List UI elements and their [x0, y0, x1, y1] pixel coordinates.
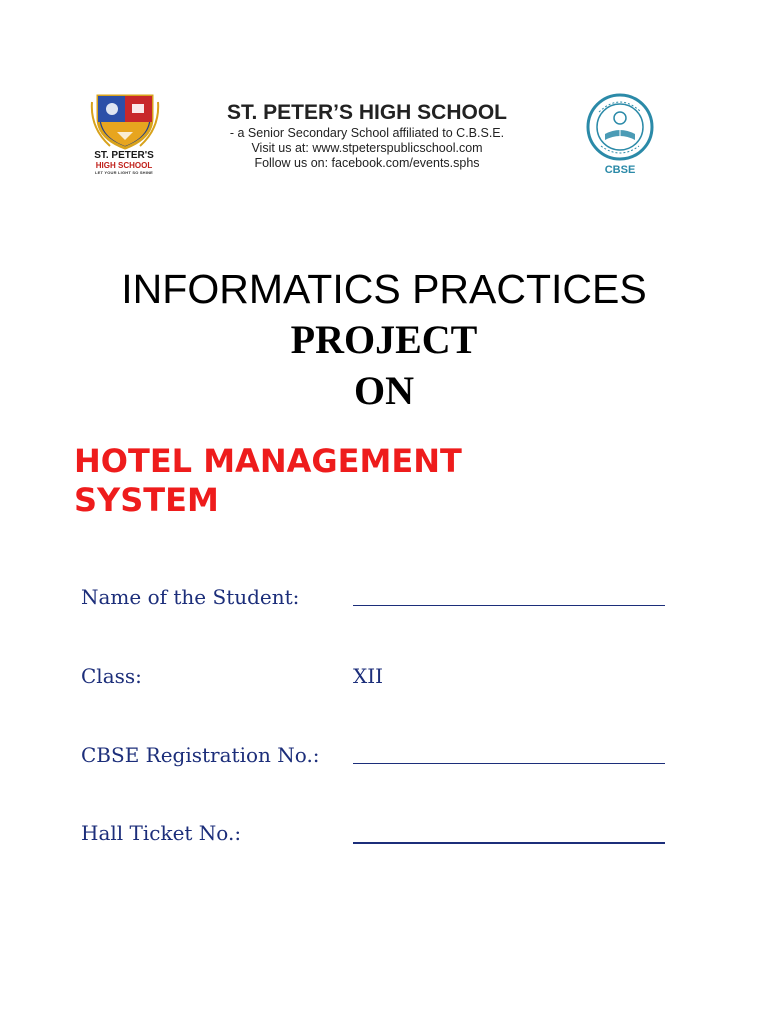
cbse-emblem-icon: [585, 90, 655, 164]
student-name-line: [353, 583, 665, 606]
registration-label: CBSE Registration No.:: [81, 743, 320, 767]
on-heading: ON: [354, 368, 414, 413]
cbse-label: CBSE: [604, 164, 636, 176]
project-title: [74, 442, 594, 520]
project-title-line2: SYSTEM: [74, 481, 219, 519]
school-affiliation: - a Senior Secondary School affiliated to C.B.S.E.: [229, 126, 505, 140]
school-info: [182, 100, 552, 171]
hall-ticket-label: Hall Ticket No.:: [81, 821, 242, 845]
class-label: Class:: [81, 664, 142, 688]
hall-ticket-line: [353, 820, 665, 844]
logo-school-sub: HIGH SCHOOL: [95, 161, 153, 170]
class-value: XII: [353, 664, 384, 688]
school-facebook: Follow us on: facebook.com/events.sphs: [254, 156, 480, 170]
student-name-label: Name of the Student:: [81, 585, 300, 609]
logo-motto: LET YOUR LIGHT SO SHINE: [94, 170, 154, 175]
project-heading: PROJECT: [290, 317, 478, 362]
subject-title: INFORMATICS PRACTICES: [121, 266, 647, 312]
school-crest-logo: [90, 88, 160, 186]
cbse-logo: [585, 90, 655, 180]
school-crest-icon: [90, 88, 160, 152]
logo-school-name: ST. PETER'S HIGH SCHOOL LET YOUR LIGHT SO SHINE: [86, 150, 162, 176]
school-header: [90, 88, 680, 188]
project-title-line1: HOTEL MANAGEMENT: [74, 442, 462, 480]
school-name: ST. PETER’S HIGH SCHOOL: [226, 101, 508, 124]
registration-line: [353, 741, 665, 764]
school-website: Visit us at: www.stpeterspublicschool.com: [251, 141, 483, 155]
